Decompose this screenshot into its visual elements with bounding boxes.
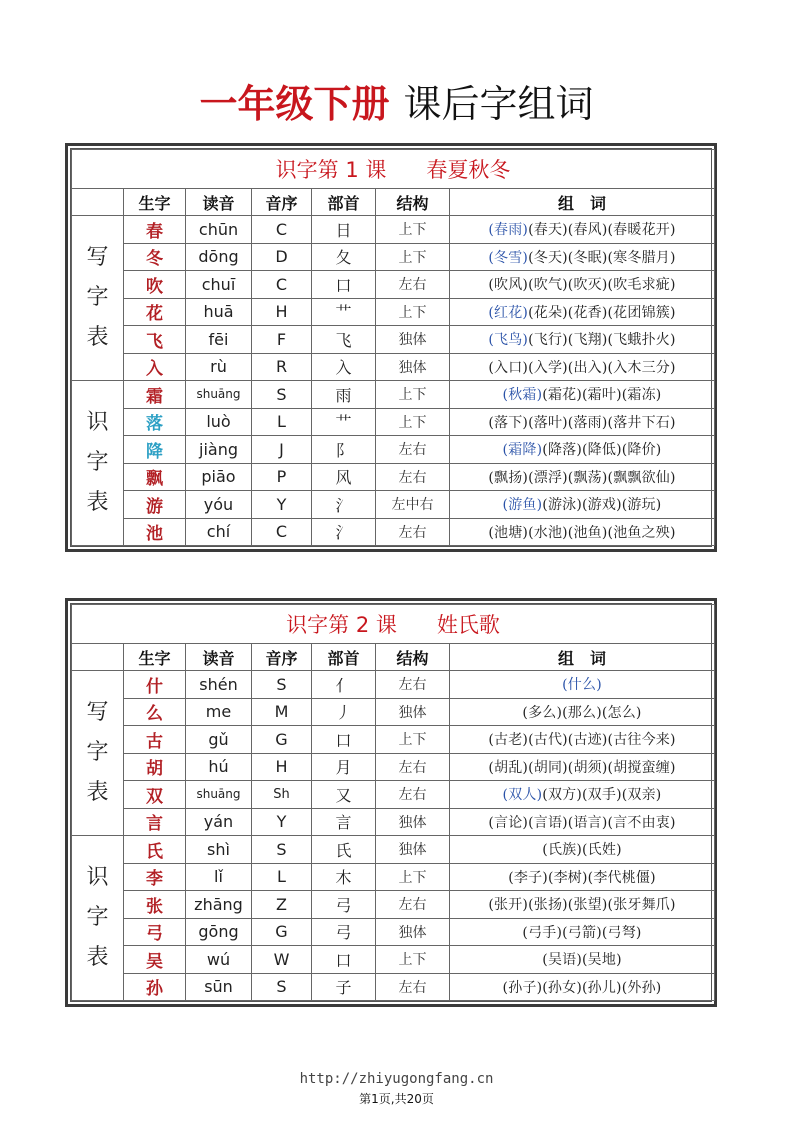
highlight-word: (冬雪) — [488, 249, 529, 266]
lesson-frame — [70, 148, 712, 547]
radical-cell: 雨 — [312, 381, 376, 409]
pinyin-cell: me — [186, 698, 252, 726]
pinyin-cell: chí — [186, 518, 252, 546]
section-label-char: 字 — [86, 740, 109, 765]
section-label — [72, 671, 124, 836]
order-cell: Sh — [252, 781, 312, 809]
character-cell: 入 — [124, 353, 186, 381]
table-row — [72, 891, 715, 919]
words-cell — [450, 436, 715, 464]
radical-cell: 氵 — [312, 518, 376, 546]
footer-url[interactable]: http://zhiyugongfang.cn — [299, 1071, 494, 1087]
character-cell: 飞 — [124, 326, 186, 354]
structure-cell: 左右 — [376, 463, 450, 491]
section-label-char: 表 — [86, 325, 109, 350]
character-cell: 飘 — [124, 463, 186, 491]
order-cell: C — [252, 271, 312, 299]
page-title — [0, 80, 793, 128]
words-cell — [450, 463, 715, 491]
lesson-topic: 姓氏歌 — [436, 613, 500, 637]
radical-cell: 飞 — [312, 326, 376, 354]
column-header: 读音 — [186, 644, 252, 671]
radical-cell: 日 — [312, 216, 376, 244]
pinyin-cell: fēi — [186, 326, 252, 354]
radical-cell: 言 — [312, 808, 376, 836]
character-cell: 春 — [124, 216, 186, 244]
order-cell: H — [252, 753, 312, 781]
table-row — [72, 918, 715, 946]
character-cell: 池 — [124, 518, 186, 546]
pinyin-cell: dōng — [186, 243, 252, 271]
structure-cell: 上下 — [376, 726, 450, 754]
section-label-char: 写 — [86, 245, 109, 270]
character-cell: 氏 — [124, 836, 186, 864]
highlight-word: (什么) — [562, 677, 602, 694]
order-cell: C — [252, 216, 312, 244]
section-label — [72, 381, 124, 546]
order-cell: J — [252, 436, 312, 464]
character-cell: 双 — [124, 781, 186, 809]
column-header: 生字 — [124, 644, 186, 671]
table-row — [72, 408, 715, 436]
table-row — [72, 753, 715, 781]
words-cell — [450, 781, 715, 809]
table-row — [72, 946, 715, 974]
structure-cell: 独体 — [376, 326, 450, 354]
table-row — [72, 436, 715, 464]
column-header: 读音 — [186, 189, 252, 216]
radical-cell: 口 — [312, 271, 376, 299]
word-list: (入口)(入学)(出入)(入木三分) — [488, 359, 676, 376]
table-row — [72, 863, 715, 891]
order-cell: L — [252, 408, 312, 436]
highlight-word: (飞鸟) — [488, 332, 529, 349]
word-list: (弓手)(弓箭)(弓弩) — [522, 924, 642, 941]
character-cell: 胡 — [124, 753, 186, 781]
highlight-word: (霜降) — [502, 442, 543, 459]
pinyin-cell: shuāng — [186, 781, 252, 809]
words-cell — [450, 243, 715, 271]
words-cell — [450, 326, 715, 354]
words-cell — [450, 671, 715, 699]
order-cell: S — [252, 381, 312, 409]
highlight-word: (红花) — [488, 304, 529, 321]
radical-cell: 入 — [312, 353, 376, 381]
table-row — [72, 973, 715, 1001]
word-list: (飞行)(飞翔)(飞蛾扑火) — [528, 332, 676, 349]
table-row — [72, 298, 715, 326]
structure-cell: 左中右 — [376, 491, 450, 519]
table-row — [72, 271, 715, 299]
pinyin-cell: luò — [186, 408, 252, 436]
word-list: (春天)(春风)(春暖花开) — [528, 222, 676, 239]
pinyin-cell: sūn — [186, 973, 252, 1001]
character-cell: 落 — [124, 408, 186, 436]
structure-cell: 独体 — [376, 353, 450, 381]
character-cell: 李 — [124, 863, 186, 891]
column-header: 部首 — [312, 189, 376, 216]
section-label-char: 字 — [86, 905, 109, 930]
radical-cell: 艹 — [312, 408, 376, 436]
column-header-blank — [72, 644, 124, 671]
word-list: (多么)(那么)(怎么) — [522, 704, 642, 721]
footer-page-number: 第1页,共20页 — [359, 1092, 434, 1106]
table-row — [72, 836, 715, 864]
lesson-header — [72, 150, 715, 189]
word-list: (氏族)(氏姓) — [542, 842, 622, 859]
lesson-number: 识字第 1 课 — [275, 158, 387, 182]
words-cell — [450, 271, 715, 299]
structure-cell: 左右 — [376, 671, 450, 699]
words-cell — [450, 918, 715, 946]
section-label-char: 识 — [86, 865, 109, 890]
table-row — [72, 216, 715, 244]
words-cell — [450, 863, 715, 891]
words-cell — [450, 698, 715, 726]
pinyin-cell: chūn — [186, 216, 252, 244]
radical-cell: 氏 — [312, 836, 376, 864]
radical-cell: 亻 — [312, 671, 376, 699]
character-cell: 降 — [124, 436, 186, 464]
word-list: (双方)(双手)(双亲) — [542, 787, 662, 804]
lesson-table-2 — [65, 598, 717, 1007]
structure-cell: 上下 — [376, 243, 450, 271]
order-cell: Y — [252, 808, 312, 836]
character-cell: 张 — [124, 891, 186, 919]
column-header-row — [72, 189, 715, 216]
column-header-blank — [72, 189, 124, 216]
structure-cell: 独体 — [376, 918, 450, 946]
word-list: (降落)(降低)(降价) — [542, 442, 662, 459]
word-list: (游泳)(游戏)(游玩) — [542, 497, 662, 514]
word-list: (李子)(李树)(李代桃僵) — [508, 869, 656, 886]
column-header: 结构 — [376, 189, 450, 216]
order-cell: L — [252, 863, 312, 891]
lesson-header-row — [72, 150, 715, 189]
word-list: (落下)(落叶)(落雨)(落井下石) — [488, 414, 676, 431]
structure-cell: 左右 — [376, 891, 450, 919]
section-label-char: 字 — [86, 285, 109, 310]
character-cell: 吹 — [124, 271, 186, 299]
pinyin-cell: gōng — [186, 918, 252, 946]
table-row — [72, 518, 715, 546]
radical-cell: 阝 — [312, 436, 376, 464]
character-cell: 言 — [124, 808, 186, 836]
words-cell — [450, 946, 715, 974]
words-cell — [450, 891, 715, 919]
structure-cell: 上下 — [376, 216, 450, 244]
lesson-header-row — [72, 605, 715, 644]
pinyin-cell: yán — [186, 808, 252, 836]
structure-cell: 上下 — [376, 408, 450, 436]
words-cell — [450, 491, 715, 519]
lesson-grid — [71, 604, 715, 1001]
structure-cell: 独体 — [376, 836, 450, 864]
structure-cell: 左右 — [376, 518, 450, 546]
word-list: (吹风)(吹气)(吹灭)(吹毛求疵) — [488, 277, 676, 294]
structure-cell: 左右 — [376, 271, 450, 299]
structure-cell: 上下 — [376, 381, 450, 409]
words-cell — [450, 353, 715, 381]
column-header: 结构 — [376, 644, 450, 671]
order-cell: H — [252, 298, 312, 326]
pinyin-cell: shén — [186, 671, 252, 699]
order-cell: F — [252, 326, 312, 354]
section-label-char: 字 — [86, 450, 109, 475]
character-cell: 吴 — [124, 946, 186, 974]
table-row — [72, 381, 715, 409]
radical-cell: 口 — [312, 946, 376, 974]
structure-cell: 独体 — [376, 698, 450, 726]
section-label — [72, 216, 124, 381]
order-cell: D — [252, 243, 312, 271]
page-title-subject: 课后字组词 — [403, 82, 594, 126]
column-header: 组 词 — [450, 189, 715, 216]
lesson-table-1 — [65, 143, 717, 552]
words-cell — [450, 408, 715, 436]
radical-cell: 夂 — [312, 243, 376, 271]
table-row — [72, 671, 715, 699]
structure-cell: 左右 — [376, 436, 450, 464]
structure-cell: 左右 — [376, 973, 450, 1001]
pinyin-cell: yóu — [186, 491, 252, 519]
word-list: (胡乱)(胡同)(胡须)(胡搅蛮缠) — [488, 759, 676, 776]
character-cell: 冬 — [124, 243, 186, 271]
words-cell — [450, 381, 715, 409]
structure-cell: 左右 — [376, 781, 450, 809]
order-cell: S — [252, 973, 312, 1001]
pinyin-cell: shuāng — [186, 381, 252, 409]
column-header: 音序 — [252, 644, 312, 671]
pinyin-cell: shì — [186, 836, 252, 864]
pinyin-cell: jiàng — [186, 436, 252, 464]
radical-cell: 又 — [312, 781, 376, 809]
words-cell — [450, 808, 715, 836]
radical-cell: 艹 — [312, 298, 376, 326]
word-list: (张开)(张扬)(张望)(张牙舞爪) — [488, 897, 676, 914]
table-row — [72, 491, 715, 519]
radical-cell: 弓 — [312, 891, 376, 919]
structure-cell: 独体 — [376, 808, 450, 836]
character-cell: 什 — [124, 671, 186, 699]
character-cell: 霜 — [124, 381, 186, 409]
highlight-word: (双人) — [502, 787, 543, 804]
radical-cell: 风 — [312, 463, 376, 491]
word-list: (霜花)(霜叶)(霜冻) — [542, 387, 662, 404]
structure-cell: 上下 — [376, 298, 450, 326]
section-label — [72, 836, 124, 1001]
table-row — [72, 326, 715, 354]
table-row — [72, 781, 715, 809]
table-row — [72, 726, 715, 754]
order-cell: P — [252, 463, 312, 491]
section-label-char: 识 — [86, 410, 109, 435]
pinyin-cell: piāo — [186, 463, 252, 491]
lesson-header — [72, 605, 715, 644]
column-header: 音序 — [252, 189, 312, 216]
word-list: (花朵)(花香)(花团锦簇) — [528, 304, 676, 321]
lesson-grid — [71, 149, 715, 546]
pinyin-cell: wú — [186, 946, 252, 974]
column-header: 组 词 — [450, 644, 715, 671]
word-list: (言论)(言语)(语言)(言不由衷) — [488, 814, 676, 831]
word-list: (飘扬)(漂浮)(飘荡)(飘飘欲仙) — [488, 469, 676, 486]
page-title-grade: 一年级下册 — [199, 82, 390, 126]
order-cell: R — [252, 353, 312, 381]
lesson-frame — [70, 603, 712, 1002]
structure-cell: 上下 — [376, 863, 450, 891]
column-header: 生字 — [124, 189, 186, 216]
pinyin-cell: zhāng — [186, 891, 252, 919]
lesson-topic: 春夏秋冬 — [426, 158, 511, 182]
lesson-number: 识字第 2 课 — [286, 613, 397, 637]
structure-cell: 上下 — [376, 946, 450, 974]
column-header-row — [72, 644, 715, 671]
order-cell: S — [252, 671, 312, 699]
pinyin-cell: lǐ — [186, 863, 252, 891]
words-cell — [450, 216, 715, 244]
structure-cell: 左右 — [376, 753, 450, 781]
words-cell — [450, 518, 715, 546]
table-row — [72, 463, 715, 491]
words-cell — [450, 836, 715, 864]
radical-cell: 丿 — [312, 698, 376, 726]
word-list: (冬天)(冬眠)(寒冬腊月) — [528, 249, 676, 266]
order-cell: S — [252, 836, 312, 864]
character-cell: 古 — [124, 726, 186, 754]
radical-cell: 子 — [312, 973, 376, 1001]
section-label-char: 表 — [86, 780, 109, 805]
character-cell: 花 — [124, 298, 186, 326]
table-row — [72, 808, 715, 836]
word-list: (孙子)(孙女)(孙儿)(外孙) — [502, 979, 662, 996]
pinyin-cell: rù — [186, 353, 252, 381]
order-cell: Z — [252, 891, 312, 919]
radical-cell: 氵 — [312, 491, 376, 519]
column-header: 部首 — [312, 644, 376, 671]
character-cell: 么 — [124, 698, 186, 726]
pinyin-cell: chuī — [186, 271, 252, 299]
words-cell — [450, 973, 715, 1001]
pinyin-cell: hú — [186, 753, 252, 781]
table-row — [72, 698, 715, 726]
words-cell — [450, 298, 715, 326]
table-row — [72, 243, 715, 271]
section-label-char: 写 — [86, 700, 109, 725]
radical-cell: 木 — [312, 863, 376, 891]
words-cell — [450, 726, 715, 754]
order-cell: G — [252, 918, 312, 946]
word-list: (古老)(古代)(古迹)(古往今来) — [488, 732, 676, 749]
radical-cell: 弓 — [312, 918, 376, 946]
section-label-char: 表 — [86, 490, 109, 515]
radical-cell: 月 — [312, 753, 376, 781]
section-label-char: 表 — [86, 945, 109, 970]
order-cell: Y — [252, 491, 312, 519]
table-row — [72, 353, 715, 381]
word-list: (池塘)(水池)(池鱼)(池鱼之殃) — [488, 524, 676, 541]
highlight-word: (秋霜) — [502, 387, 543, 404]
pinyin-cell: huā — [186, 298, 252, 326]
character-cell: 孙 — [124, 973, 186, 1001]
character-cell: 游 — [124, 491, 186, 519]
order-cell: M — [252, 698, 312, 726]
radical-cell: 口 — [312, 726, 376, 754]
order-cell: W — [252, 946, 312, 974]
highlight-word: (游鱼) — [502, 497, 543, 514]
highlight-word: (春雨) — [488, 222, 529, 239]
pinyin-cell: gǔ — [186, 726, 252, 754]
order-cell: G — [252, 726, 312, 754]
character-cell: 弓 — [124, 918, 186, 946]
order-cell: C — [252, 518, 312, 546]
words-cell — [450, 753, 715, 781]
word-list: (吴语)(吴地) — [542, 952, 622, 969]
